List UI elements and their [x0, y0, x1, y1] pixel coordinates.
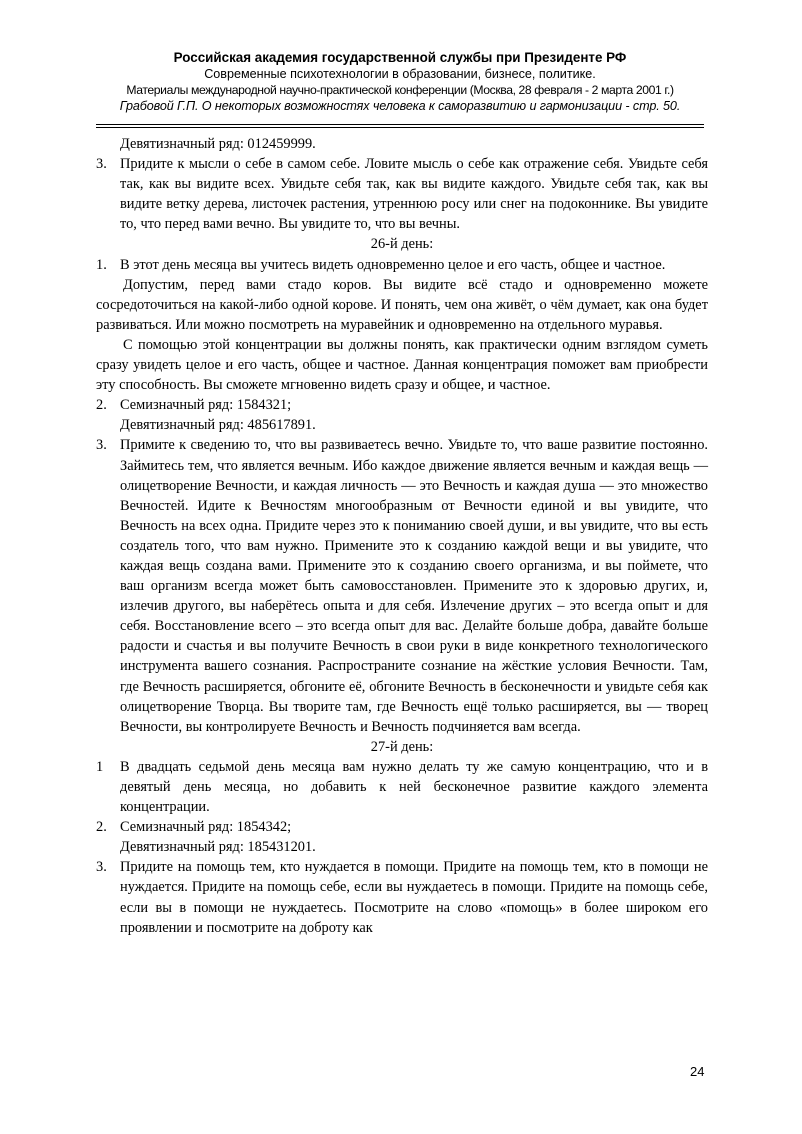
seven-digit-series: Семизначный ряд: 1854342; — [120, 819, 292, 836]
list-item-number: 3. — [96, 156, 107, 173]
header-rule-bottom — [96, 127, 704, 128]
header-organization: Российская академия государственной службы при Президенте РФ — [173, 50, 627, 65]
nine-digit-series: Девятизначный ряд: 185431201. — [120, 839, 316, 856]
list-item-text: В этот день месяца вы учитесь видеть одновременно целое и его часть, общее и частное. — [120, 256, 666, 273]
list-item-text: В двадцать седьмой день месяца вам нужно делать ту же самую концентрацию, что и в девятый день месяца, но добавить к ней бесконечное развитие каждого элемента концентрации. — [120, 758, 708, 816]
header-materials: Материалы международной научно-практической конференции (Москва, 28 февраля - 2 марта 2001 г.) — [126, 83, 674, 97]
list-item — [96, 154, 708, 234]
nine-digit-series: Девятизначный ряд: 485617891. — [120, 417, 316, 434]
header-rule-top — [96, 124, 704, 125]
list-item-text: Придите на помощь тем, кто нуждается в помощи. Придите на помощь тем, кто в помощи не нуждается. Придите на помощь себе, если вы нуждаетесь в помощи. Придите на помощь себе, если вы в помощи не нуждаетесь. Посмотрите на слово «помощь» в более широком его проявлении и посмотрите на доброту как — [120, 859, 708, 936]
list-item — [96, 395, 708, 435]
header-conference: Современные психотехнологии в образовании, бизнесе, политике. — [204, 67, 596, 81]
header-citation: Грабовой Г.П. О некоторых возможностях человека к саморазвитию и гармонизации - стр. 50. — [119, 99, 681, 113]
list-item — [96, 435, 708, 736]
list-item — [96, 757, 708, 817]
list-item-text: Придите к мысли о себе в самом себе. Ловите мысль о себе как отражение себя. Увидьте себя так, как вы видите всех. Увидьте себя так, как вы видите каждого. Увидьте себя так, как вы видите ветку дерева, листочек растения, утреннюю росу или снег на подоконнике. Вы увидите то, что перед вами вечно. Вы увидите то, что вы вечны. — [120, 156, 708, 233]
list-item-number: 1. — [96, 256, 107, 273]
nine-digit-series-line: Девятизначный ряд: 012459999. — [120, 136, 316, 152]
document-body — [96, 134, 708, 938]
day-heading-27: 27-й день: — [370, 738, 434, 755]
paragraph: Допустим, перед вами стадо коров. Вы видите всё стадо и одновременно можете сосредоточиться на какой-либо одной корове. И понять, чем она живёт, о чём думает, как она будет развиваться. Или можно посмотреть на муравейник и одновременно на отдельного муравья. — [96, 276, 708, 333]
paragraph: С помощью этой концентрации вы должны понять, как практически одним взглядом суметь сразу увидеть целое и его часть, общее и частное. Данная концентрация поможет вам приобрести эту способность. Вы сможете мгновенно видеть сразу и общее, и частное. — [96, 336, 708, 394]
list-item — [96, 255, 708, 275]
list-item — [96, 817, 708, 857]
list-item-number: 1 — [96, 758, 104, 775]
list-item-number: 2. — [96, 819, 107, 836]
day-heading-26: 26-й день: — [370, 236, 434, 253]
list-item-text: Примите к сведению то, что вы развиваетесь вечно. Увидьте то, что ваше развитие постоянно. Займитесь тем, что является вечным. Ибо каждое движение является вечным и каждая вещь — олицетворение Вечности, и каждая личность — это Вечность и каждая душа — это множество Вечностей. Идите к Вечностям многообразным от Вечности единой и вы увидите, что Вечность на всех одна. Придите через это к пониманию своей души, и вы увидите, что вы есть создатель того, что вам нужно. Примените это к созданию каждой вещи и вы увидите, что каждая вещь создана вами. Примените это к созданию своего организма, и вы поймете, что ваш организм всегда может быть самовосстановлен. Примените это к здоровью других, и, излечив другого, вы наберётесь опыта и для себя. Излечение других – это всегда опыт и для себя. Восстановление всего – это всегда опыт для вас. Делайте больше добра, давайте больше радости и счастья и вы получите Вечность в свои руки в виде конкретного технологического инструмента вашего сознания. Распространите сознание на жёсткие условия Вечности. Там, где Вечность расширяется, обгоните её, обгоните Вечность в бесконечности и увидьте себя как олицетворение Творца. Вы творите там, где Вечность ещё только расширяется, вы — творец Вечности, вы контролируете Вечность и Вечность подчиняется вам всегда. — [120, 437, 708, 735]
seven-digit-series: Семизначный ряд: 1584321; — [120, 397, 292, 414]
page-number: 24 — [690, 1064, 705, 1079]
list-item-number: 3. — [96, 437, 107, 454]
list-item-number: 2. — [96, 397, 107, 414]
list-item-number: 3. — [96, 859, 107, 876]
list-item — [96, 857, 708, 937]
page-header — [96, 50, 704, 114]
